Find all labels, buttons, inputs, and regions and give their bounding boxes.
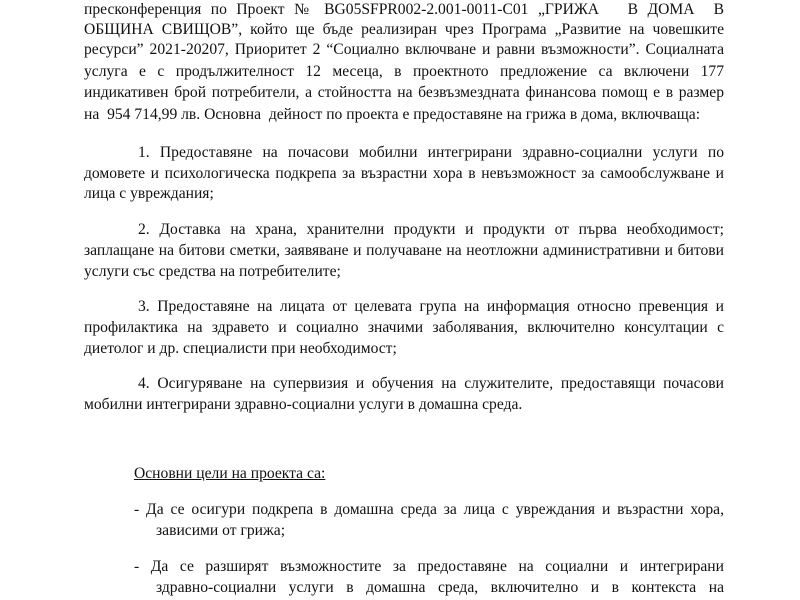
goals-heading: Основни цели на проекта са:	[134, 465, 326, 482]
activity-line: услуги със средства на потребителите;	[84, 263, 341, 280]
intro-line: пресконференция по Проект № BG05SFPR002-2.001-0011-C01 „ГРИЖА В ДОМА В	[84, 1, 724, 18]
goal-line: - Да се осигури подкрепа в домашна среда за лица с увреждания и възрастни хора,	[134, 501, 724, 518]
intro-line: ОБЩИНА СВИЩОВ”, който ще бъде реализиран чрез Програма „Развитие на човешките	[84, 21, 724, 38]
goal-line: зависими от грижа;	[156, 522, 286, 539]
goal-line: - Да се разширят възможностите за предоставяне на социални и интегрирани	[134, 558, 724, 575]
activity-line: 1. Предоставяне на почасови мобилни интегрирани здравно-социални услуги по	[138, 144, 724, 161]
activity-line: лица с увреждания;	[84, 185, 214, 202]
activity-line: профилактика на здравето и социално значими заболявания, включително консултации с	[84, 319, 724, 336]
intro-line: индикативен брой потребители, а стойността на безвъзмездната финансова помощ е в размер	[84, 84, 724, 101]
activity-line: 4. Осигуряване на супервизия и обучения на служителите, предоставящи почасови	[138, 375, 724, 392]
intro-line: на 954 714,99 лв. Основна дейност по проекта е предоставяне на грижа в дома, включваща:	[84, 106, 701, 123]
goal-line: здравно-социални услуги в домашна среда, включително и в контекста на	[156, 579, 724, 596]
activity-line: диетолог и др. специалисти при необходимост;	[84, 340, 397, 357]
activity-line: мобилни интегрирани здравно-социални услуги в домашна среда.	[84, 396, 523, 413]
activity-line: 2. Доставка на храна, хранителни продукти и продукти от първа необходимост;	[138, 221, 724, 238]
activity-line: домовете и психологическа подкрепа за възрастни хора в невъзможност за самообслужване и	[84, 165, 724, 182]
intro-line: услуга е с продължителност 12 месеца, в проектното предложение са включени 177	[84, 63, 724, 80]
activity-line: заплащане на битови сметки, заявяване и получаване на неотложни административни и битови	[84, 242, 724, 259]
activity-line: 3. Предоставяне на лицата от целевата група на информация относно превенция и	[138, 298, 724, 315]
intro-line: ресурси” 2021-20207, Приоритет 2 “Социално включване и равни възможности”. Социалната	[84, 41, 724, 58]
